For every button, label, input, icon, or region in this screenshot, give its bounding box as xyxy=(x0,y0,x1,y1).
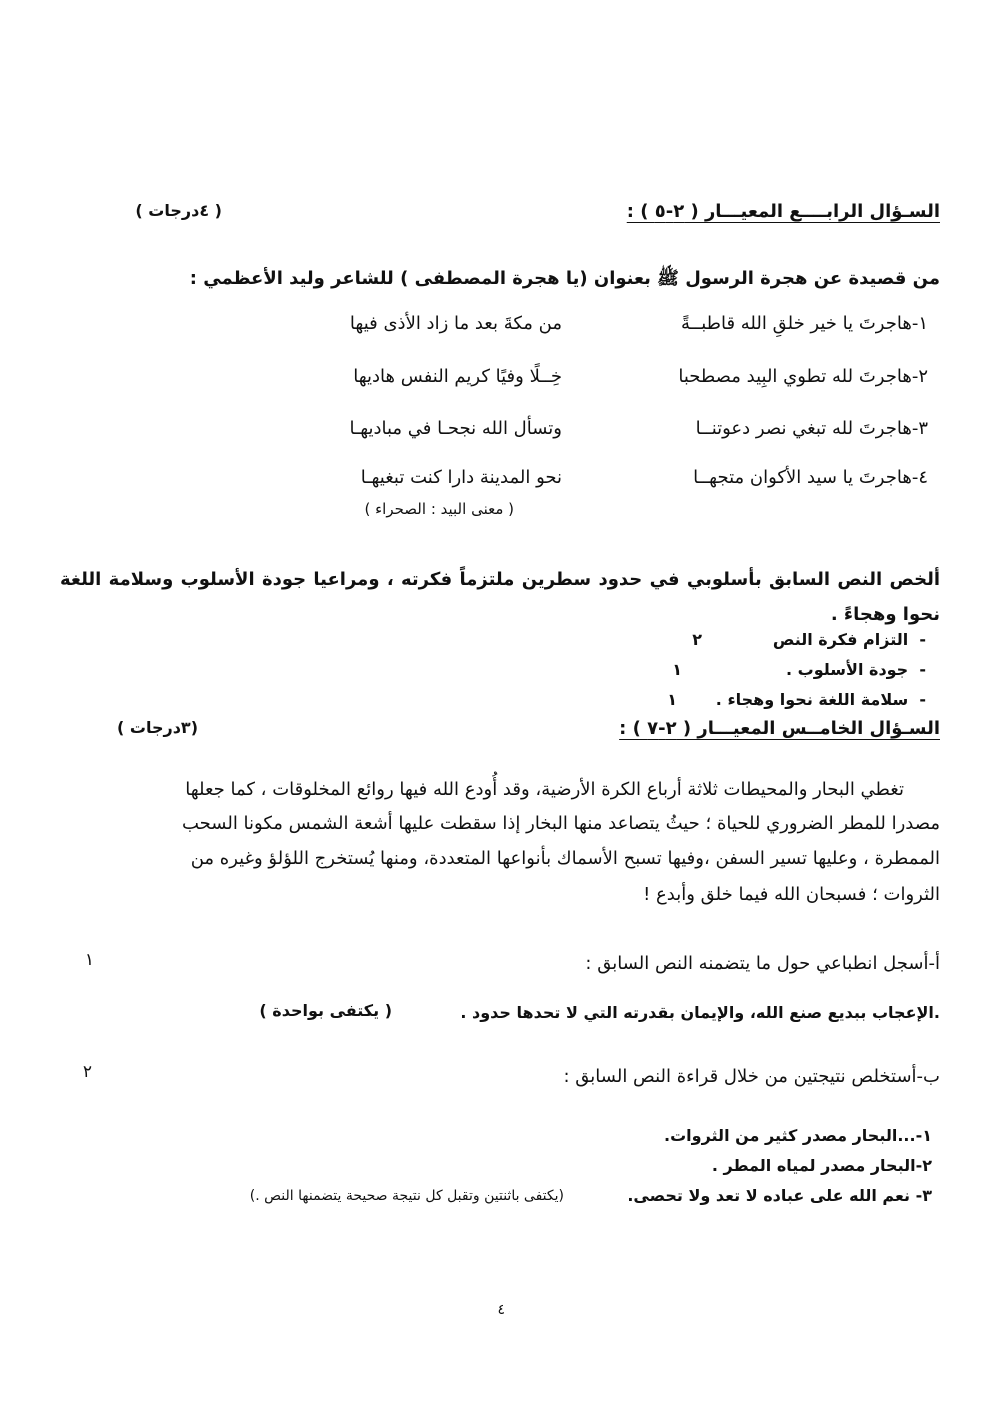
rubric-label-2: جودة الأسلوب . xyxy=(786,660,909,679)
part-b-question: ب-أستخلص نتيجتين من خلال قراءة النص السابق : xyxy=(563,1066,940,1087)
rubric-item-3: - سلامة اللغة نحوا وهجاء . xyxy=(715,690,926,709)
verse-3-second: وتسأل الله نجحـا في مباديهـا xyxy=(349,418,562,439)
rubric-score-2: ١ xyxy=(672,660,682,679)
rubric-score-1: ٢ xyxy=(692,630,702,649)
verse-4-first: ٤-هاجرتَ يا سيد الأكوان متجهــا xyxy=(693,467,928,488)
part-b-score: ٢ xyxy=(82,1062,92,1082)
rubric-score-3: ١ xyxy=(667,690,677,709)
part-a-question: أ-أسجل انطباعي حول ما يتضمنه النص السابق : xyxy=(585,953,940,974)
passage-line-2: مصدرا للمطر الضروري للحياة ؛ حيثُ يتصاعد منها البخار إذا سقطت عليها أشعة الشمس مكونا السحب xyxy=(181,813,940,834)
q5-title: السـؤال الخامــس المعيـــار ( ٢-٧ ) : xyxy=(619,718,940,739)
rubric-item-1: - التزام فكرة النص xyxy=(772,630,926,649)
verse-2-first: ٢-هاجرتَ لله تطوي البِيد مصطحبا xyxy=(678,366,928,387)
part-a-answer: .الإعجاب ببديع صنع الله، والإيمان بقدرته التي لا تحدها حدود . xyxy=(460,1003,940,1022)
passage-line-4: الثروات ؛ فسبحان الله فيما خلق وأبدع ! xyxy=(643,884,940,905)
verse-note: ( معنى البيد : الصحراء ) xyxy=(364,500,514,518)
verse-1-second: من مكةَ بعد ما زاد الأذى فيها xyxy=(349,313,562,334)
part-a-score: ١ xyxy=(84,950,94,970)
q4-marks: ( ٤درجات ) xyxy=(135,201,222,220)
passage-line-3: الممطرة ، وعليها تسير السفن ،وفيها تسبح الأسماك بأنواعها المتعددة، ومنها يُستخرج اللؤلؤ وغيره من xyxy=(190,848,940,869)
part-b-note: (يكتفى باثنتين وتقبل كل نتيجة صحيحة يتضمنها النص .) xyxy=(249,1188,564,1204)
verse-1-first: ١-هاجرتَ يا خير خلقِ الله قاطبــةً xyxy=(681,313,928,334)
page-number: ٤ xyxy=(497,1302,505,1318)
rubric-item-2: - جودة الأسلوب . xyxy=(786,660,926,679)
part-b-answer-2: ٢-البحار مصدر لمياه المطر . xyxy=(711,1156,932,1175)
verse-3-first: ٣-هاجرتَ لله تبغي نصر دعوتنــا xyxy=(695,418,928,439)
rubric-label-1: التزام فكرة النص xyxy=(772,630,909,649)
part-a-note: ( يكتفى بواحدة ) xyxy=(259,1001,392,1020)
part-b-answer-1: ١-...البحار مصدر كثير من الثروات. xyxy=(663,1126,932,1145)
verse-2-second: خِــلًا وفيًا كريم النفس هاديها xyxy=(353,366,562,387)
q4-title: السـؤال الرابــــع المعيـــار ( ٢-٥ ) : xyxy=(626,201,940,222)
rubric-label-3: سلامة اللغة نحوا وهجاء . xyxy=(715,690,909,709)
q5-marks: (٣درجات ) xyxy=(117,718,198,737)
verse-4-second: نحو المدينة دارا كنت تبغيهـا xyxy=(360,467,562,488)
q4-task: ألخص النص السابق بأسلوبي في حدود سطرين ملتزماً فكرته ، ومراعيا جودة الأسلوب وسلامة اللغة نحوا وهجاءً . xyxy=(60,569,940,625)
part-b-answer-3: ٣- نعم الله على عباده لا تعد ولا تحصى. xyxy=(627,1186,932,1205)
passage-line-1: تغطي البحار والمحيطات ثلاثة أرباع الكرة الأرضية، وقد أُودع الله فيها روائع المخلوقات ، كما جعلها xyxy=(185,779,904,800)
q4-intro: من قصيدة عن هجرة الرسول ﷺ بعنوان (يا هجرة المصطفى ) للشاعر وليد الأعظمي : xyxy=(189,268,940,289)
